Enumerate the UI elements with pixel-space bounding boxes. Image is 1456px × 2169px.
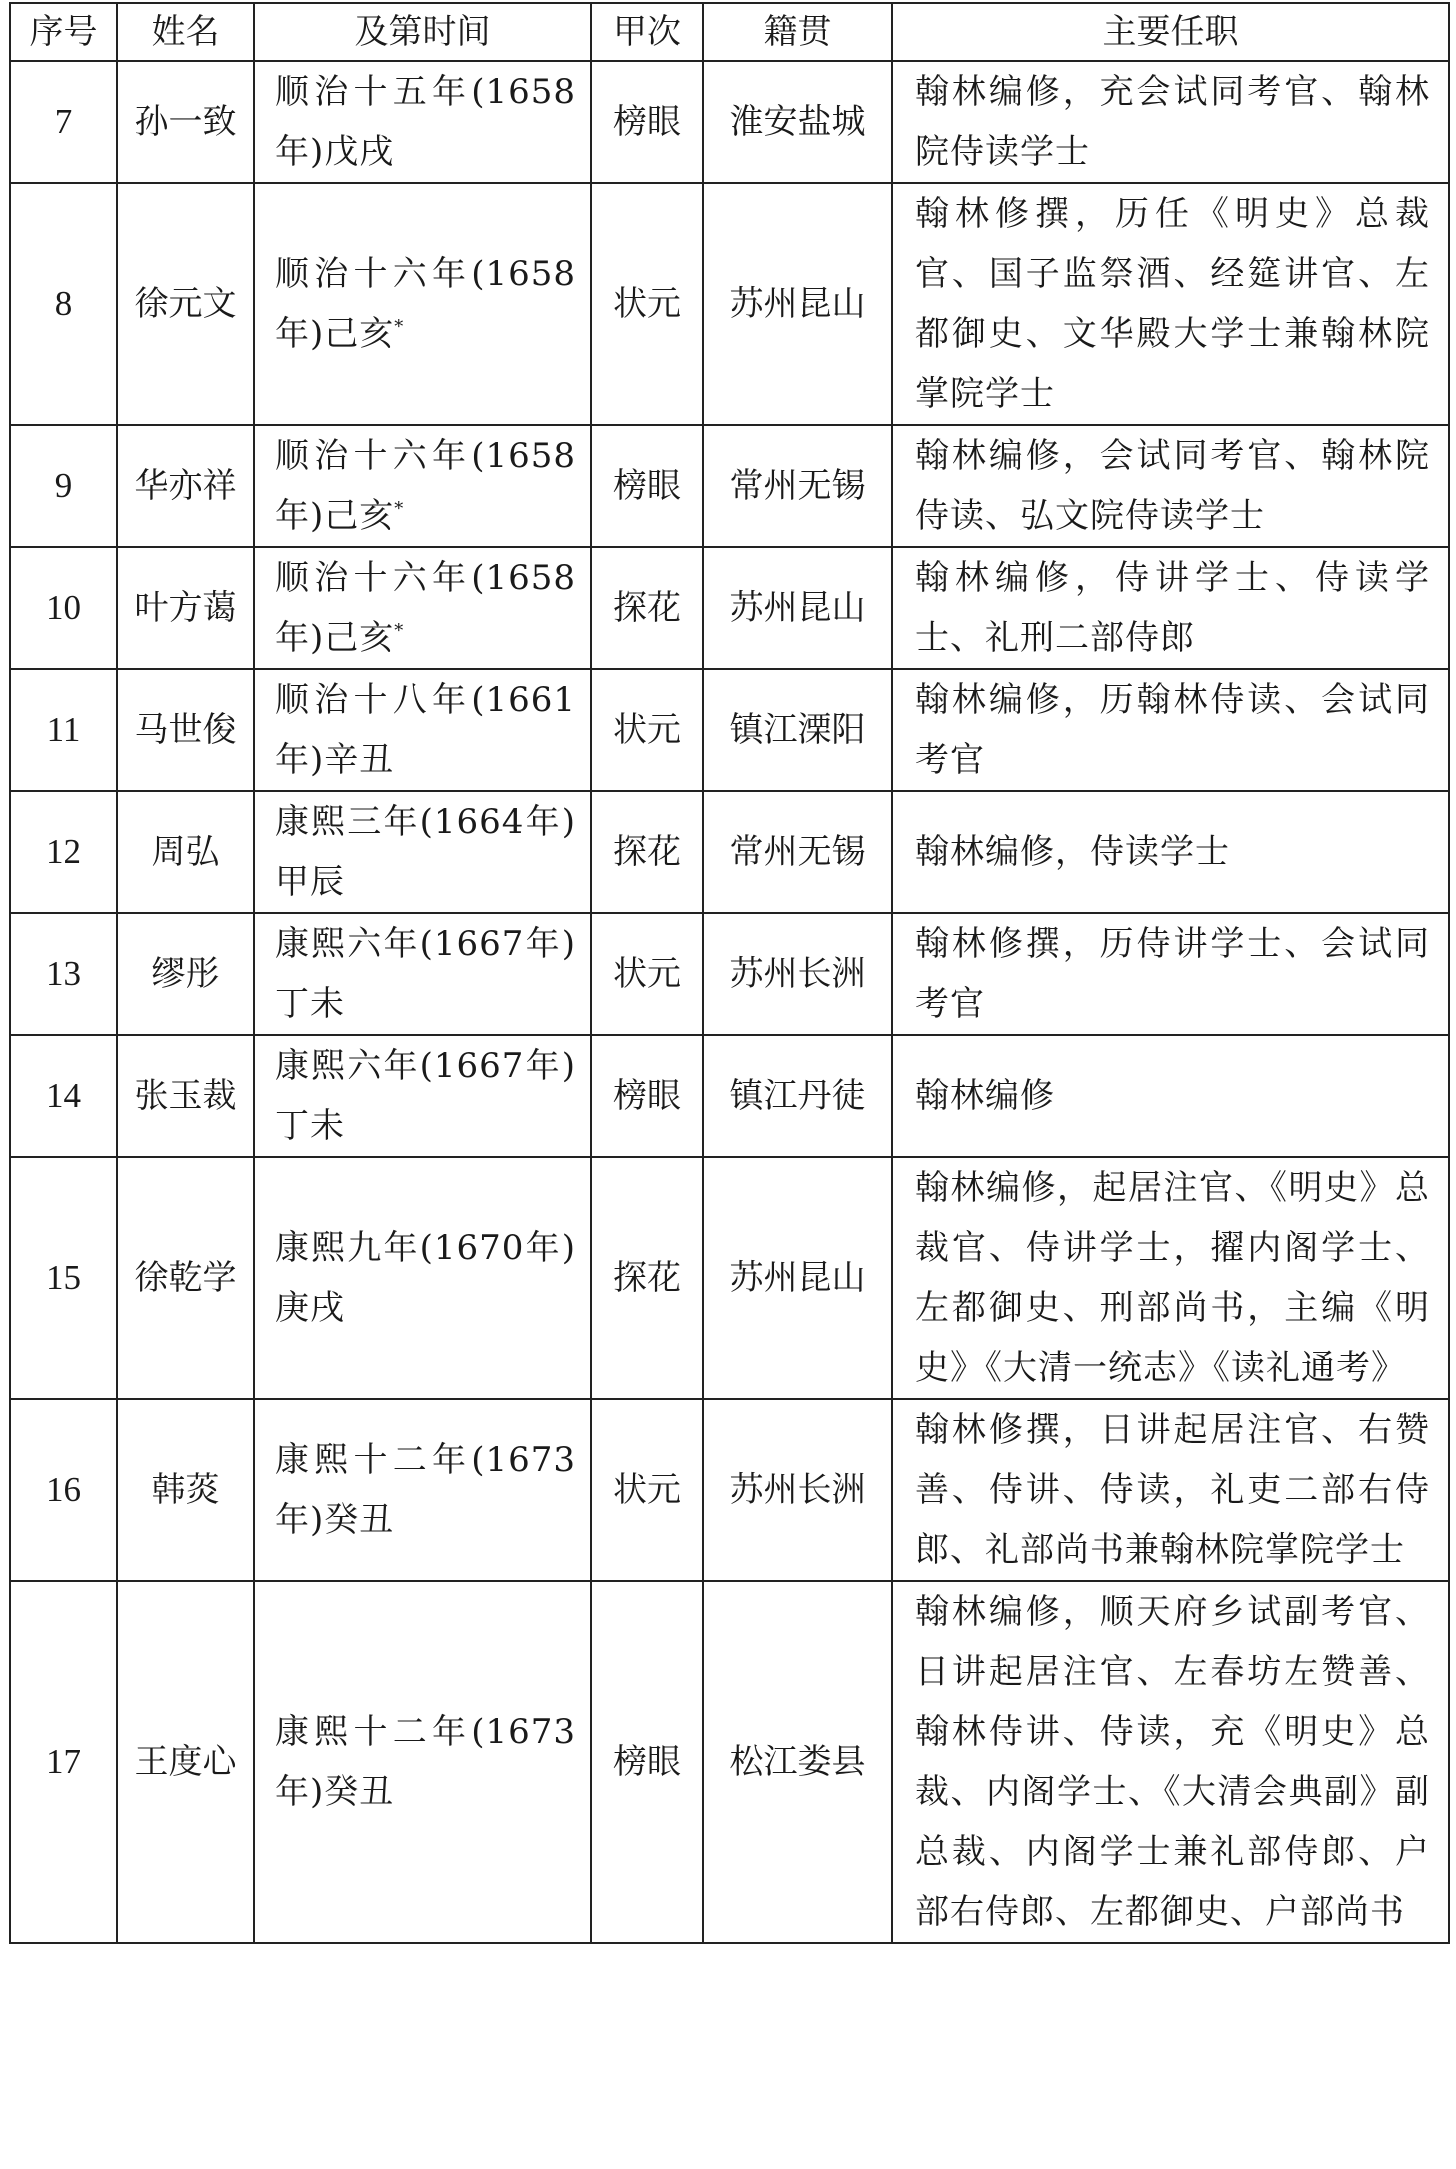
exam-time-value: 顺治十六年(1658年)己亥 — [275, 436, 576, 536]
table-row — [10, 61, 1449, 183]
exam-time-value: 康熙三年(1664年)甲辰 — [275, 802, 576, 902]
office-cell: 翰林编修，起居注官、《明史》总裁官、侍讲学士，擢内阁学士、左都御史、刑部尚书，主编《明史》《大清一统志》《读礼通考》 — [892, 1157, 1449, 1399]
rank-cell: 探花 — [591, 547, 703, 669]
row-number-cell: 17 — [10, 1581, 117, 1943]
rank-cell: 榜眼 — [591, 1035, 703, 1157]
exam-time-value: 顺治十八年(1661年)辛丑 — [275, 680, 576, 780]
office-cell: 翰林修撰，日讲起居注官、右赞善、侍讲、侍读，礼吏二部右侍郎、礼部尚书兼翰林院掌院学士 — [892, 1399, 1449, 1581]
table-row — [10, 1035, 1449, 1157]
row-number-cell: 16 — [10, 1399, 117, 1581]
rank-cell: 探花 — [591, 1157, 703, 1399]
office-cell: 翰林编修，侍读学士 — [892, 791, 1449, 913]
office-cell: 翰林编修，会试同考官、翰林院侍读、弘文院侍读学士 — [892, 425, 1449, 547]
office-cell: 翰林编修，顺天府乡试副考官、日讲起居注官、左春坊左赞善、翰林侍讲、侍读，充《明史》总裁、内阁学士、《大清会典副》副总裁、内阁学士兼礼部侍郎、户部右侍郎、左都御史、户部尚书 — [892, 1581, 1449, 1943]
exam-time-cell — [254, 1157, 591, 1399]
exam-time-text — [275, 426, 576, 546]
table-body — [10, 61, 1449, 1943]
rank-cell: 探花 — [591, 791, 703, 913]
exam-time-value: 康熙六年(1667年)丁未 — [275, 924, 576, 1024]
row-number-cell: 12 — [10, 791, 117, 913]
office-cell: 翰林修撰，历侍讲学士、会试同考官 — [892, 913, 1449, 1035]
exam-time-text — [275, 792, 576, 912]
origin-cell: 常州无锡 — [703, 425, 892, 547]
exam-time-value: 康熙六年(1667年)丁未 — [275, 1046, 576, 1146]
table-row — [10, 1157, 1449, 1399]
exam-time-text — [275, 1702, 576, 1822]
origin-cell: 淮安盐城 — [703, 61, 892, 183]
exam-time-text — [275, 1218, 576, 1338]
name-cell: 马世俊 — [117, 669, 254, 791]
table-row — [10, 183, 1449, 425]
name-cell: 徐元文 — [117, 183, 254, 425]
exam-time-value: 康熙九年(1670年)庚戌 — [275, 1228, 576, 1328]
name-cell: 缪彤 — [117, 913, 254, 1035]
origin-cell: 苏州昆山 — [703, 1157, 892, 1399]
table-row — [10, 547, 1449, 669]
name-cell: 张玉裁 — [117, 1035, 254, 1157]
exam-time-text — [275, 1036, 576, 1156]
table-row — [10, 669, 1449, 791]
office-cell: 翰林编修，充会试同考官、翰林院侍读学士 — [892, 61, 1449, 183]
origin-cell: 镇江溧阳 — [703, 669, 892, 791]
exam-time-cell — [254, 183, 591, 425]
table-row — [10, 1399, 1449, 1581]
office-cell: 翰林编修，侍讲学士、侍读学士、礼刑二部侍郎 — [892, 547, 1449, 669]
row-number-cell: 7 — [10, 61, 117, 183]
name-cell: 周弘 — [117, 791, 254, 913]
header-cell-name: 姓名 — [117, 3, 254, 61]
name-cell: 韩菼 — [117, 1399, 254, 1581]
exam-time-cell — [254, 1035, 591, 1157]
footnote-mark: * — [394, 316, 405, 338]
name-cell: 叶方蔼 — [117, 547, 254, 669]
exam-time-text — [275, 914, 576, 1034]
table-row — [10, 913, 1449, 1035]
row-number-cell: 13 — [10, 913, 117, 1035]
header-cell-time: 及第时间 — [254, 3, 591, 61]
header-row — [10, 3, 1449, 61]
origin-cell: 松江娄县 — [703, 1581, 892, 1943]
name-cell: 徐乾学 — [117, 1157, 254, 1399]
exam-time-text — [275, 548, 576, 668]
exam-time-cell — [254, 61, 591, 183]
table-row — [10, 1581, 1449, 1943]
footnote-mark: * — [394, 498, 405, 520]
exam-time-cell — [254, 1581, 591, 1943]
row-number-cell: 10 — [10, 547, 117, 669]
row-number-cell: 8 — [10, 183, 117, 425]
row-number-cell: 11 — [10, 669, 117, 791]
rank-cell: 榜眼 — [591, 1581, 703, 1943]
exam-time-value: 康熙十二年(1673年)癸丑 — [275, 1712, 576, 1812]
exam-time-text — [275, 670, 576, 790]
header-cell-origin: 籍贯 — [703, 3, 892, 61]
exam-time-cell — [254, 669, 591, 791]
exam-time-text — [275, 62, 576, 182]
exam-time-cell — [254, 1399, 591, 1581]
exam-time-cell — [254, 425, 591, 547]
exam-time-value: 顺治十六年(1658年)己亥 — [275, 558, 576, 658]
footnote-mark: * — [394, 620, 405, 642]
exam-time-cell — [254, 913, 591, 1035]
origin-cell: 苏州昆山 — [703, 547, 892, 669]
office-cell: 翰林修撰，历任《明史》总裁官、国子监祭酒、经筵讲官、左都御史、文华殿大学士兼翰林院掌院学士 — [892, 183, 1449, 425]
origin-cell: 苏州长洲 — [703, 913, 892, 1035]
origin-cell: 常州无锡 — [703, 791, 892, 913]
exam-time-value: 顺治十五年(1658年)戊戌 — [275, 72, 576, 172]
name-cell: 王度心 — [117, 1581, 254, 1943]
origin-cell: 苏州昆山 — [703, 183, 892, 425]
rank-cell: 状元 — [591, 913, 703, 1035]
table-row — [10, 425, 1449, 547]
exam-time-cell — [254, 791, 591, 913]
jinshi-table — [9, 2, 1450, 1944]
row-number-cell: 14 — [10, 1035, 117, 1157]
origin-cell: 苏州长洲 — [703, 1399, 892, 1581]
table-header — [10, 3, 1449, 61]
rank-cell: 状元 — [591, 183, 703, 425]
row-number-cell: 9 — [10, 425, 117, 547]
rank-cell: 榜眼 — [591, 61, 703, 183]
name-cell: 华亦祥 — [117, 425, 254, 547]
header-cell-rank: 甲次 — [591, 3, 703, 61]
table-row — [10, 791, 1449, 913]
office-cell: 翰林编修，历翰林侍读、会试同考官 — [892, 669, 1449, 791]
exam-time-value: 康熙十二年(1673年)癸丑 — [275, 1440, 576, 1540]
origin-cell: 镇江丹徒 — [703, 1035, 892, 1157]
row-number-cell: 15 — [10, 1157, 117, 1399]
exam-time-text — [275, 244, 576, 364]
header-cell-office: 主要任职 — [892, 3, 1449, 61]
office-cell: 翰林编修 — [892, 1035, 1449, 1157]
exam-time-text — [275, 1430, 576, 1550]
rank-cell: 状元 — [591, 669, 703, 791]
exam-time-value: 顺治十六年(1658年)己亥 — [275, 254, 576, 354]
exam-time-cell — [254, 547, 591, 669]
rank-cell: 榜眼 — [591, 425, 703, 547]
rank-cell: 状元 — [591, 1399, 703, 1581]
header-cell-no: 序号 — [10, 3, 117, 61]
name-cell: 孙一致 — [117, 61, 254, 183]
